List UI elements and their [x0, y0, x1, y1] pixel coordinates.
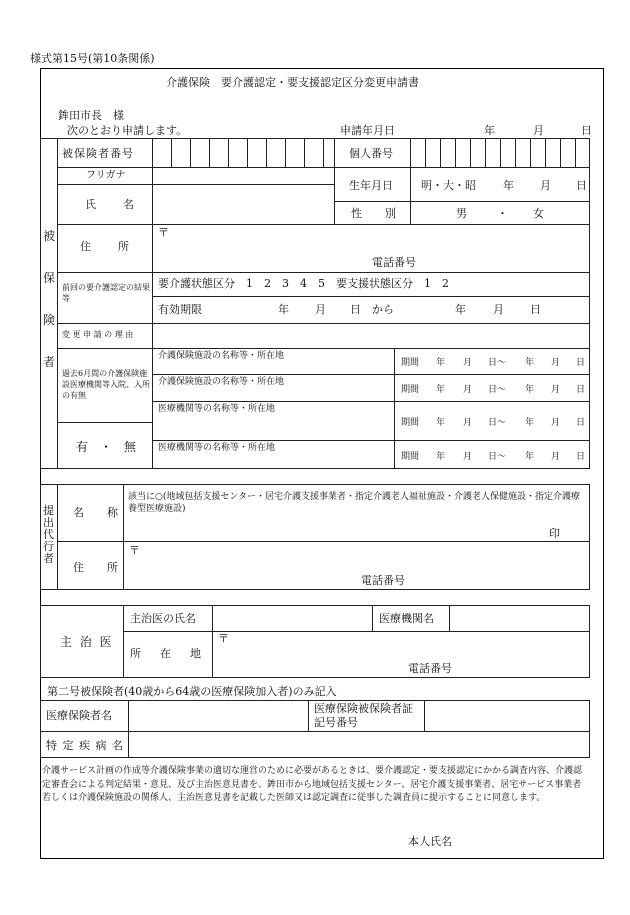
consent-statement: 介護サービス計画の作成等介護保険事業の適切な運営のために必要があるときは、要介護認定・要支援認定にかかる調査内容、介護認定審査会による判定結果・意見、及び主治医意見書を、鉾田市から地域包括支援センター、居宅介護支援事業者、居宅サービス事業者若しくは介護保険施設の関係人、主治医意見書を記載した医師又は認定調査に従事した調査員に提示することに同意します。: [42, 766, 583, 803]
past-six-months-label: 過去6月間の介護保険施設医療機関等入院、入所の有無: [62, 369, 150, 400]
period-2-month: 月: [463, 385, 473, 395]
doctor-postal-mark: 〒: [218, 632, 229, 645]
validity-day: 日: [350, 303, 361, 316]
period-4-from: 日～: [488, 452, 507, 462]
birth-month: 月: [540, 179, 551, 192]
insurance-card-field[interactable]: [426, 702, 588, 730]
period-2-end-day: 日: [576, 385, 586, 395]
insured-number-label: 被保険者番号: [62, 147, 134, 160]
signature-label: 本人氏名: [408, 835, 452, 848]
period-3-year: 年: [436, 418, 446, 428]
period-1-from: 日～: [488, 358, 507, 368]
birthdate-label: 生年月日: [349, 179, 393, 192]
previous-certification-label: 前回の要介護認定の結果等: [62, 283, 150, 303]
insurer-label: 医療保険者名: [46, 709, 112, 722]
period-1-month: 月: [463, 358, 473, 368]
doctor-phone-label: 電話番号: [408, 662, 452, 675]
period-4-end-year: 年: [525, 452, 535, 462]
care-level-options[interactable]: 要介護状態区分 1 2 3 4 5 要支援状態区分 1 2: [158, 277, 449, 290]
facility-row-4-label: 医療機関等の名称等・所在地: [158, 443, 276, 453]
name-field[interactable]: [153, 185, 333, 223]
intro-text: 次のとおり申請します。: [67, 124, 188, 137]
admission-yes-no[interactable]: 有 ・ 無: [76, 440, 137, 454]
period-4-month: 月: [463, 452, 473, 462]
facility-row-2-label: 介護保険施設の名称等・所在地: [158, 377, 285, 387]
period-3-end-year: 年: [525, 418, 535, 428]
postal-mark: 〒: [158, 226, 169, 239]
validity-end-day: 日: [530, 303, 541, 316]
agent-address-label: 住 所: [73, 561, 124, 574]
addressee: 鉾田市長 様: [58, 109, 124, 122]
application-date-label: 申請年月日: [340, 124, 395, 137]
validity-month: 月: [315, 303, 326, 316]
period-4-end-day: 日: [576, 452, 586, 462]
insurance-card-label-2: 記号番号: [314, 716, 358, 729]
form-number: 様式第15号(第10条関係): [30, 52, 155, 65]
change-reason-label: 変 更 申 請 の 理 由: [62, 330, 134, 339]
doctor-name-field[interactable]: [214, 607, 371, 630]
date-day: 日: [581, 124, 592, 137]
validity-from: から: [372, 303, 394, 316]
period-3-month: 月: [463, 418, 473, 428]
institution-label: 医療機関名: [379, 612, 434, 625]
furigana-label: フリガナ: [86, 170, 126, 181]
seal-mark: 印: [549, 527, 560, 540]
date-year: 年: [484, 124, 495, 137]
form-title: 介護保険 要介護認定・要支援認定区分変更申請書: [166, 76, 419, 89]
sex-separator: ・: [497, 207, 508, 220]
period-1: 期間: [401, 358, 420, 368]
name-label: 氏 名: [85, 198, 142, 211]
period-3-end-month: 月: [551, 418, 561, 428]
date-month: 月: [533, 124, 544, 137]
sex-label: 性 別: [351, 207, 402, 220]
personal-number-field[interactable]: [411, 139, 589, 166]
validity-end-year: 年: [455, 303, 466, 316]
doctor-section-label: 主 治 医: [60, 635, 114, 649]
validity-year: 年: [278, 303, 289, 316]
period-1-end-year: 年: [525, 358, 535, 368]
doctor-address-label: 所 在 地: [130, 647, 205, 660]
insurer-field[interactable]: [130, 702, 307, 730]
period-4: 期間: [401, 452, 420, 462]
agent-postal-mark: 〒: [129, 544, 140, 557]
period-2-end-month: 月: [551, 385, 561, 395]
agent-phone-label: 電話番号: [361, 574, 405, 587]
period-3: 期間: [401, 418, 420, 428]
change-reason-field[interactable]: [153, 324, 589, 347]
second-insured-heading: 第二号被保険者(40歳から64歳の医療保険加入者)のみ記入: [47, 685, 337, 698]
application-form: 様式第15号(第10条関係) 介護保険 要介護認定・要支援認定区分変更申請書 鉾田市長 様 次のとおり申請します。 申請年月日 年 月 日 被 保 険 者 被保険者番号 個人番号 フリガナ 氏 名 生年月日 明・大・昭 年 月 日 性 別 男 ・ 女 住 所 〒 電話番号 前回の要介護認定の結果等 要介護状態区分 1 2 3 4 5 要支援状態区分 1 2 有効期限 年 月 日 から 年 月 日 変 更 申 請 の 理 由 過去6月間の介護保険施設医療機関等入院、入所の有無 有 ・ 無 介護保険施設の名称等・所在地 介護保険施設の名称等・所在地 医療機関等の名称等・所在地 医療機関等の名称等・所在地 期間 年 月 日～ 年 月 日 期間 年 月 日～ 年 月 日 期間 年 月 日～ 年 月 日 期間 年 月 日～ 年 月 日 提 出 代 行 者 名 称 該当に○(地域包括支援センター・居宅介護支援事業者・指定介護老人福祉施設・介護老人保健施設・指定介護療養型医療施設) 印 住 所 〒 電話番号 主 治 医 主治医の氏名 医療機関名 所 在 地 〒 電話番号 第二号被保険者(40歳から64歳の医療保険加入者)のみ記入 医療保険者名 医療保険被保険者証 記号番号 特 定 疾 病 名 介護サービス計画の作成等介護保険事業の適切な運営のために必要があるときは、要介護認定・要支援認定にかかる調査内容、介護認定審査会による判定結果・意見、及び主治医意見書を、鉾田市から地域包括支援センター、居宅介護支援事業者、居宅サービス事業者若しくは介護保険施設の関係人、主治医意見書を記載した医師又は認定調査に従事した調査員に提示することに同意します。 本人氏名: [0, 0, 630, 915]
birth-day: 日: [576, 179, 587, 192]
furigana-field[interactable]: [153, 168, 333, 183]
specified-disease-field[interactable]: [130, 733, 588, 757]
personal-number-label: 個人番号: [349, 147, 393, 160]
facility-row-1-label: 介護保険施設の名称等・所在地: [158, 351, 285, 361]
period-1-end-day: 日: [576, 358, 586, 368]
birth-year: 年: [503, 179, 514, 192]
agent-name-label: 名 称: [73, 506, 124, 519]
doctor-name-label: 主治医の氏名: [130, 612, 196, 625]
period-3-from: 日～: [488, 418, 507, 428]
insurance-card-label: 医療保険被保険者証: [314, 702, 413, 715]
period-4-end-month: 月: [551, 452, 561, 462]
address-label: 住 所: [80, 240, 137, 253]
period-1-year: 年: [436, 358, 446, 368]
period-2-end-year: 年: [525, 385, 535, 395]
facility-row-3-label: 医療機関等の名称等・所在地: [158, 404, 276, 414]
validity-end-month: 月: [493, 303, 504, 316]
sex-female-option[interactable]: 女: [533, 207, 544, 220]
signature-field[interactable]: [460, 830, 590, 852]
era-options[interactable]: 明・大・昭: [421, 179, 476, 192]
period-2-year: 年: [436, 385, 446, 395]
specified-disease-label: 特 定 疾 病 名: [46, 739, 124, 752]
validity-label: 有効期限: [158, 303, 202, 316]
insured-number-field[interactable]: [153, 139, 334, 166]
phone-label: 電話番号: [372, 256, 416, 269]
period-1-end-month: 月: [551, 358, 561, 368]
institution-field[interactable]: [451, 607, 588, 630]
agent-type-description[interactable]: 該当に○(地域包括支援センター・居宅介護支援事業者・指定介護老人福祉施設・介護老人保健施設・指定介護療養型医療施設): [128, 492, 581, 515]
period-2-from: 日～: [488, 385, 507, 395]
period-2: 期間: [401, 385, 420, 395]
period-4-year: 年: [436, 452, 446, 462]
period-3-end-day: 日: [576, 418, 586, 428]
sex-male-option[interactable]: 男: [456, 207, 467, 220]
